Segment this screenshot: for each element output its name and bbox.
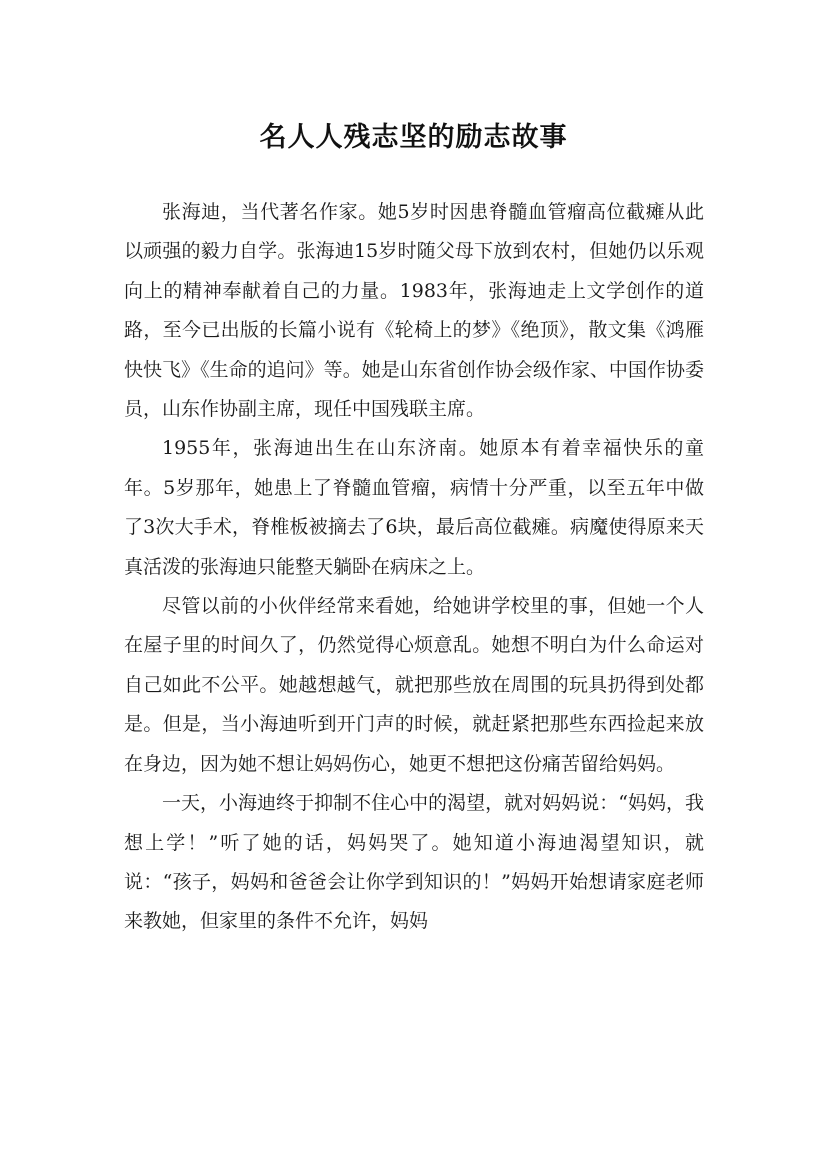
document-title: 名人人残志坚的励志故事	[259, 122, 568, 154]
document-body	[124, 193, 704, 942]
paragraph: 张海迪，当代著名作家。她5岁时因患脊髓血管瘤高位截瘫从此以顽强的毅力自学。张海迪15岁时随父母下放到农村，但她仍以乐观向上的精神奉献着自己的力量。1983年，张海迪走上文学创作的道路，至今已出版的长篇小说有《轮椅上的梦》《绝顶》，散文集《鸿雁快快飞》《生命的追问》等。她是山东省创作协会级作家、中国作协委员，山东作协副主席，现任中国残联主席。	[124, 201, 704, 421]
paragraph: 一天，小海迪终于抑制不住心中的渴望，就对妈妈说：“妈妈，我想上学！”听了她的话，妈妈哭了。她知道小海迪渴望知识，就说：“孩子，妈妈和爸爸会让你学到知识的！”妈妈开始想请家庭老师来教她，但家里的条件不允许，妈妈	[124, 792, 704, 933]
paragraph: 尽管以前的小伙伴经常来看她，给她讲学校里的事，但她一个人在屋子里的时间久了，仍然觉得心烦意乱。她想不明白为什么命运对自己如此不公平。她越想越气，就把那些放在周围的玩具扔得到处都是。但是，当小海迪听到开门声的时候，就赶紧把那些东西捡起来放在身边，因为她不想让妈妈伤心，她更不想把这份痛苦留给妈妈。	[124, 595, 704, 775]
paragraph: 1955年，张海迪出生在山东济南。她原本有着幸福快乐的童年。5岁那年，她患上了脊髓血管瘤，病情十分严重，以至五年中做了3次大手术，脊椎板被摘去了6块，最后高位截瘫。病魔使得原来天真活泼的张海迪只能整天躺卧在病床之上。	[124, 437, 704, 578]
